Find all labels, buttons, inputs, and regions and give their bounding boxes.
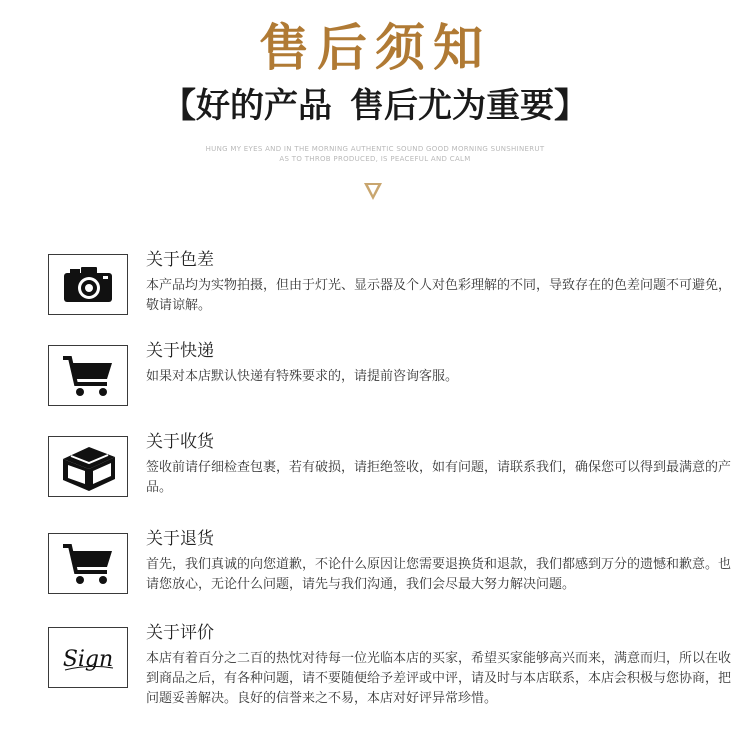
signature-icon <box>48 627 128 688</box>
notice-text: 如果对本店默认快递有特殊要求的，请提前咨询客服。 <box>146 369 459 384</box>
package-box-icon <box>48 436 128 497</box>
notice-title: 关于评价 <box>146 623 214 643</box>
english-text-line-1: HUNG MY EYES AND IN THE MORNING AUTHENTIC SOUND GOOD MORNING SUNSHINERUT <box>205 145 545 153</box>
notice-text: 本产品均为实物拍摄，但由于灯光、显示器及个人对色彩理解的不同，导致存在的色差问题不可避免，敬请谅解。 <box>146 278 732 313</box>
subtitle-right: 售后尤为重要】 <box>350 86 588 126</box>
notice-title: 关于收货 <box>146 432 214 452</box>
notice-text: 签收前请仔细检查包裹，若有破损，请拒绝签收，如有问题，请联系我们，确保您可以得到最满意的产品。 <box>146 460 732 495</box>
notice-title: 关于色差 <box>146 250 214 270</box>
shopping-cart-icon <box>48 533 128 594</box>
english-text-line-2: AS TO THROB PRODUCED, IS PEACEFUL AND CALM <box>279 155 471 163</box>
page-subtitle <box>0 84 750 128</box>
notice-text: 首先，我们真诚的向您道歉，不论什么原因让您需要退换货和退款，我们都感到万分的遗憾和歉意。也请您放心，无论什么问题，请先与我们沟通，我们会尽最大努力解决问题。 <box>146 557 732 592</box>
notice-title: 关于快递 <box>146 341 214 361</box>
shopping-cart-icon <box>48 345 128 406</box>
camera-icon <box>48 254 128 315</box>
signature-text: Sign <box>62 647 114 672</box>
chevron-down-icon <box>363 180 383 202</box>
page-title: 售后须知 <box>259 18 491 77</box>
subtitle-left: 【好的产品 <box>162 86 332 126</box>
notice-text: 本店有着百分之二百的热忱对待每一位光临本店的买家，希望买家能够高兴而来，满意而归，所以在收到商品之后，有各种问题，请不要随便给予差评或中评，请及时与本店联系，本店会积极与您协商，把问题妥善解决。良好的信誉来之不易，本店对好评异常珍惜。 <box>146 651 732 706</box>
notice-title: 关于退货 <box>146 529 214 549</box>
